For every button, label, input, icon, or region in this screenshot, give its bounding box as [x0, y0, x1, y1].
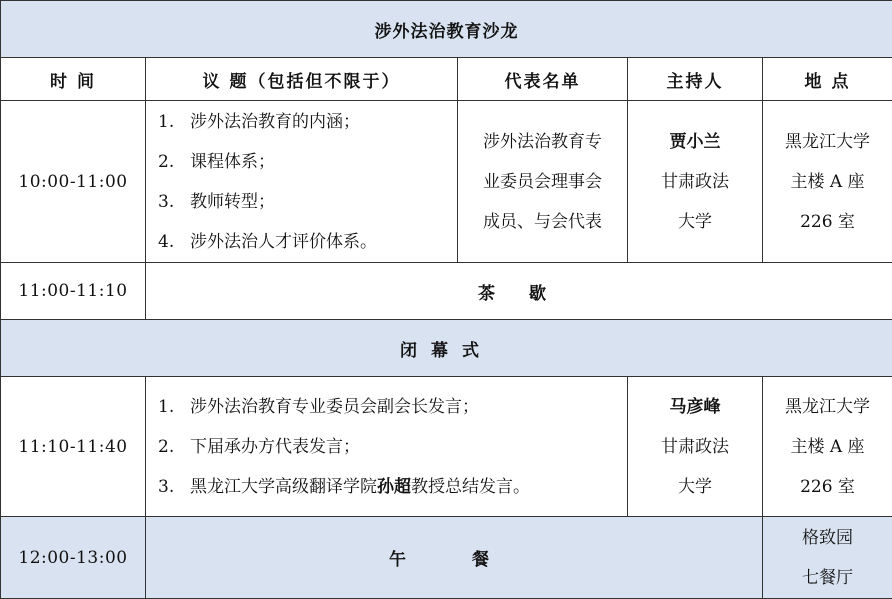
- topic-text: 下届承办方代表发言；: [190, 437, 360, 457]
- topic-number: 3.: [158, 467, 190, 507]
- location-line: 格致园: [763, 518, 892, 558]
- topic-text: 涉外法治教育专业委员会副会长发言；: [190, 397, 479, 417]
- location-line: 226 室: [763, 467, 892, 507]
- break-row: [1, 263, 892, 320]
- topic-item: [158, 427, 627, 467]
- session-row-1: [1, 101, 892, 263]
- representatives-line: 成员、与会代表: [458, 202, 627, 242]
- title-row: [1, 1, 892, 58]
- session1-location: [763, 101, 892, 263]
- topic-number: 2.: [158, 427, 190, 467]
- location-line: 七餐厅: [763, 558, 892, 598]
- session2-topics: [146, 377, 628, 517]
- header-row: [1, 58, 892, 101]
- closing-row: [1, 320, 892, 377]
- topic-item: [158, 182, 457, 222]
- topic-item: [158, 467, 627, 507]
- location-line: 主楼 A 座: [763, 427, 892, 467]
- lunch-time: 12:00-13:00: [1, 517, 146, 599]
- closing-title: 闭幕式: [1, 320, 892, 377]
- page-title: 涉外法治教育沙龙: [1, 1, 892, 58]
- topic-item: [158, 102, 457, 142]
- topic-number: 4.: [158, 222, 190, 262]
- header-topics: 议 题（包括但不限于）: [146, 58, 458, 101]
- topic-text: 黑龙江大学高级翻译学院: [190, 477, 377, 497]
- topic-text: 教师转型；: [190, 192, 275, 212]
- location-line: 主楼 A 座: [763, 162, 892, 202]
- break-label: 茶 歇: [146, 263, 892, 320]
- location-line: 黑龙江大学: [763, 387, 892, 427]
- session2-host: [628, 377, 763, 517]
- session1-time: 10:00-11:00: [1, 101, 146, 263]
- host-name: 贾小兰: [628, 122, 762, 162]
- header-location: 地 点: [763, 58, 892, 101]
- session1-topics: [146, 101, 458, 263]
- lunch-row: [1, 517, 892, 599]
- host-org: 大学: [628, 467, 762, 507]
- host-org: 甘肃政法: [628, 162, 762, 202]
- break-time: 11:00-11:10: [1, 263, 146, 320]
- topic-text: 教授总结发言。: [411, 477, 530, 497]
- lunch-label: 午 餐: [146, 517, 763, 599]
- topic-item: [158, 142, 457, 182]
- session1-representatives: [458, 101, 628, 263]
- topic-item: [158, 222, 457, 262]
- topic-number: 3.: [158, 182, 190, 222]
- header-time: 时 间: [1, 58, 146, 101]
- topic-text: 涉外法治人才评价体系。: [190, 232, 377, 252]
- host-org: 大学: [628, 202, 762, 242]
- representatives-line: 业委员会理事会: [458, 162, 627, 202]
- location-line: 黑龙江大学: [763, 122, 892, 162]
- location-line: 226 室: [763, 202, 892, 242]
- topic-item: [158, 387, 627, 427]
- header-representatives: 代表名单: [458, 58, 628, 101]
- header-host: 主持人: [628, 58, 763, 101]
- representatives-line: 涉外法治教育专: [458, 122, 627, 162]
- topic-list: [146, 387, 627, 507]
- topic-text: 涉外法治教育的内涵；: [190, 112, 360, 132]
- topic-text: 课程体系；: [190, 152, 275, 172]
- host-org: 甘肃政法: [628, 427, 762, 467]
- topic-list: [146, 102, 457, 262]
- session2-location: [763, 377, 892, 517]
- lunch-location: [763, 517, 892, 599]
- session-row-2: [1, 377, 892, 517]
- topic-number: 2.: [158, 142, 190, 182]
- session1-host: [628, 101, 763, 263]
- session2-time: 11:10-11:40: [1, 377, 146, 517]
- topic-number: 1.: [158, 387, 190, 427]
- topic-number: 1.: [158, 102, 190, 142]
- host-name: 马彦峰: [628, 387, 762, 427]
- speaker-name: 孙超: [377, 477, 411, 497]
